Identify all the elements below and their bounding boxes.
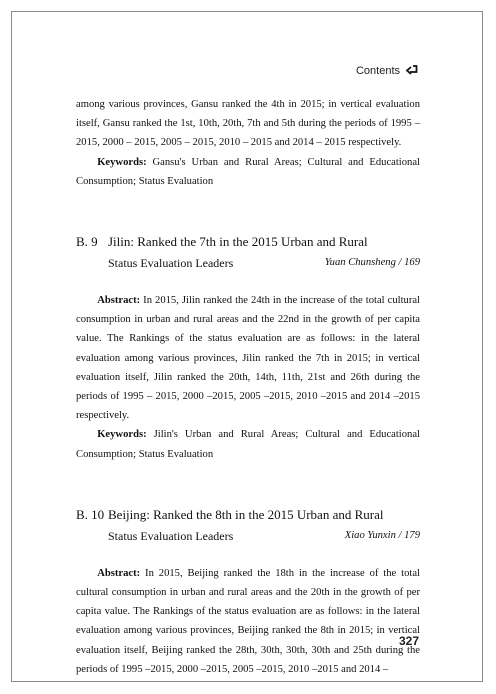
keywords-label: Keywords: — [97, 429, 147, 441]
entry-abstract — [76, 564, 420, 679]
entry-code: B. 9 — [76, 234, 98, 250]
contents-header — [356, 65, 418, 77]
keywords-text: Jilin's Urban and Rural Areas; Cultural and Educational Consumption; Status Evaluation — [76, 429, 420, 460]
abstract-text: In 2015, Jilin ranked the 24th in the increase of the total cultural consumption in urban and rural areas and the 22nd in the growth of per capita value. The Rankings of the status evaluation are as follows: in the lateral evaluation among various provinces, Jilin ranked the 7th in 2015; in vertical evaluation itself, Jilin ranked the 20th, 14th, 11th, 21st and 26th during the periods of 1995 – 2015, 2000 –2015, 2005 –2015, 2010 –2015 and 2014 –2015 respectively. — [76, 295, 420, 422]
entry-keywords — [76, 425, 420, 463]
content-body — [76, 95, 420, 679]
toc-entry-b9[interactable] — [76, 231, 420, 464]
entry-title-line2-row — [76, 526, 420, 546]
abstract-label: Abstract: — [97, 567, 141, 579]
entry-title — [76, 231, 420, 253]
entry-title-line2: Status Evaluation Leaders — [108, 528, 234, 543]
entry-title-line2: Status Evaluation Leaders — [108, 256, 234, 271]
entry-abstract — [76, 291, 420, 425]
intro-paragraph: among various provinces, Gansu ranked the 4th in 2015; in vertical evaluation itself, Gansu ranked the 1st, 10th, 20th, 7th and 5th during the periods of 1995 – 2015, 2000 – 2015, 2005 – 2015, 2010 – 2015 and 2014 – 2015 respectively. — [76, 99, 420, 149]
toc-entry-b10[interactable] — [76, 504, 420, 679]
entry-title-line1: Jilin: Ranked the 7th in the 2015 Urban and Rural — [108, 234, 368, 250]
keywords-label: Keywords: — [97, 156, 147, 168]
abstract-label: Abstract: — [97, 295, 141, 307]
keywords-text: Gansu's Urban and Rural Areas; Cultural and Educational Consumption; Status Evaluation — [76, 156, 420, 187]
entry-title-line2-row — [76, 253, 420, 273]
entry-code: B. 10 — [76, 506, 105, 522]
page-number: 327 — [398, 634, 419, 648]
entry-author-page: Yuan Chunsheng / 169 — [324, 257, 420, 269]
entry-title-line1: Beijing: Ranked the 8th in the 2015 Urban and Rural — [108, 506, 384, 522]
intro-keywords — [76, 153, 420, 191]
abstract-text: In 2015, Beijing ranked the 18th in the increase of the total cultural consumption in urban and rural areas and the 20th in the growth of per capita value. The Rankings of the status evaluation are as follows: in the lateral evaluation among various provinces, Beijing ranked the 8th in 2015; in vertical evaluation itself, Beijing ranked the 28th, 30th, 30th, 30th and 25th during the periods of 1995 –2015, 2000 –2015, 2005 –2015, 2010 –2015 and 2014 – — [76, 567, 420, 675]
contents-label: Contents — [355, 65, 400, 77]
entry-author-page: Xiao Yunxin / 179 — [344, 529, 420, 541]
entry-title — [76, 504, 420, 526]
contents-icon — [405, 65, 418, 77]
